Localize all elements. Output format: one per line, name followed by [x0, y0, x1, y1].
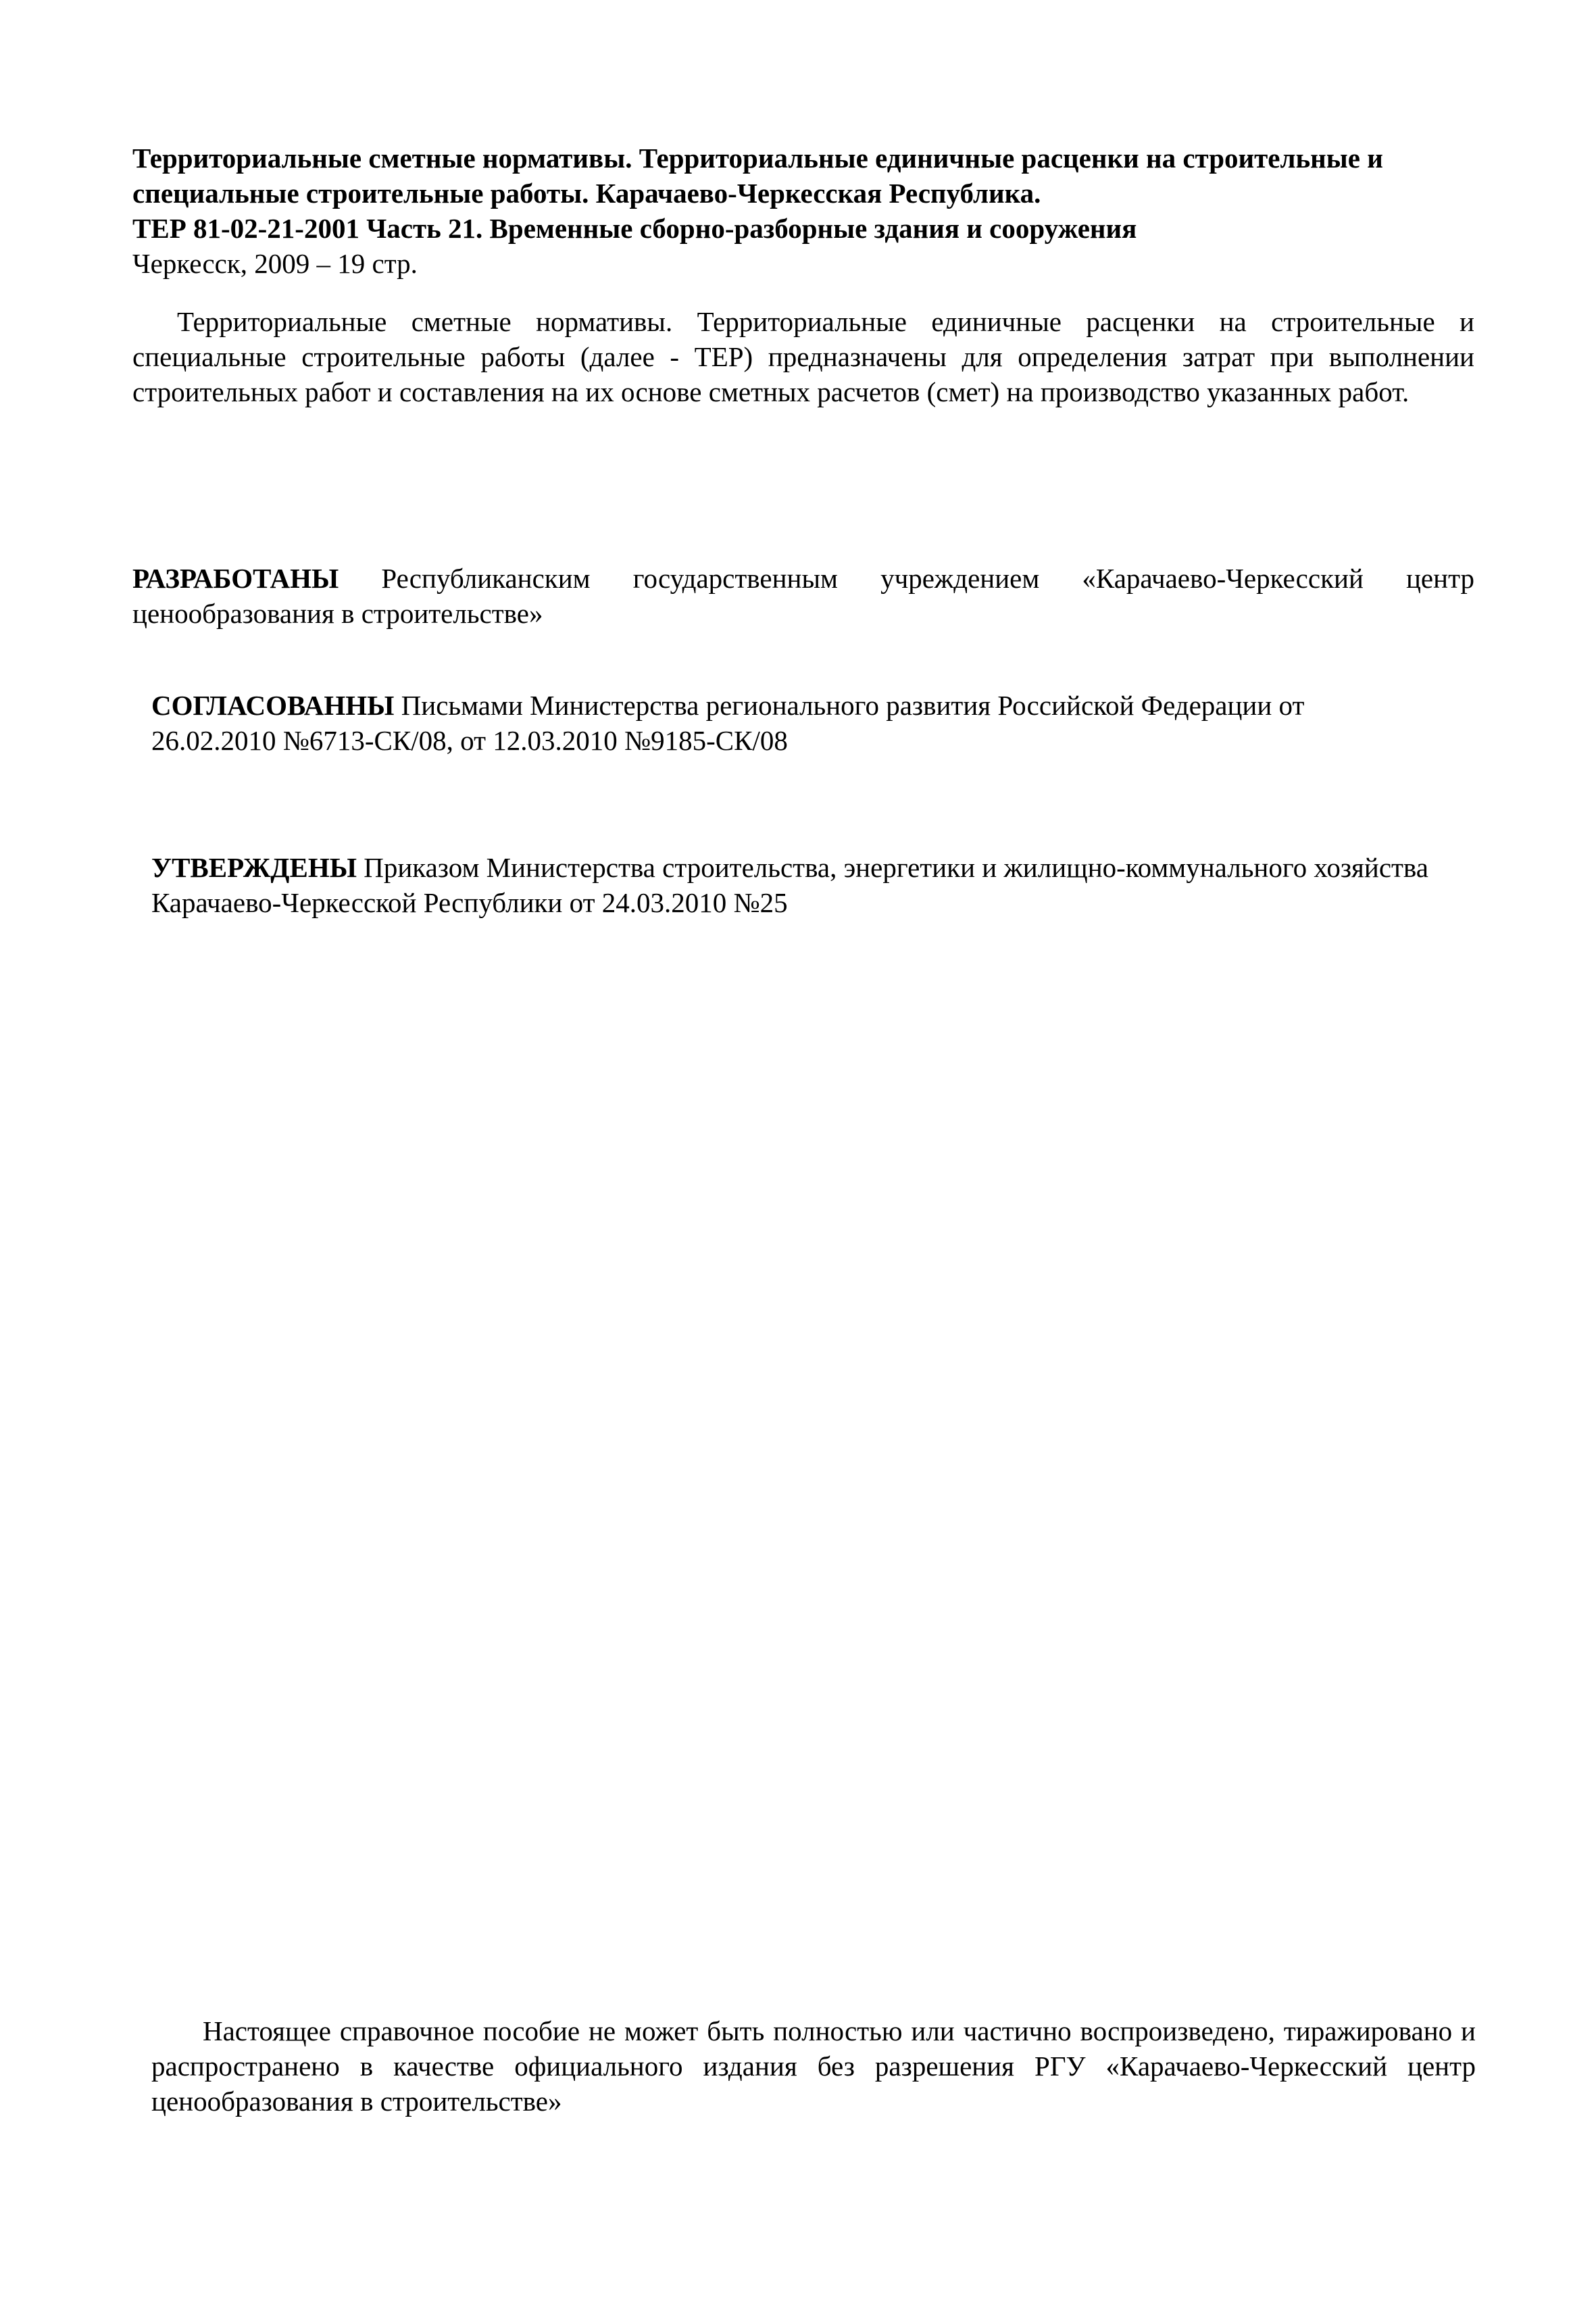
developed-text: Республиканским государственным учреждением «Карачаево-Черкесский центр ценообразования в строительстве» — [132, 563, 1474, 629]
agreed-text: Письмами Министерства регионального развития Российской Федерации от 26.02.2010 №6713-СК/08, от 12.03.2010 №9185-СК/08 — [151, 690, 1305, 756]
agreed-section — [151, 688, 1435, 758]
approved-section — [151, 850, 1476, 920]
header-title-line-2: специальные строительные работы. Карачаево-Черкесская Республика. — [132, 178, 1041, 209]
intro-paragraph: Территориальные сметные нормативы. Территориальные единичные расценки на строительные и специальные строительные работы (далее - ТЕР) предназначены для определения затрат при выполнении строительных работ и составления на их основе сметных расчетов (смет) на производство указанных работ. — [132, 306, 1474, 407]
copyright-notice: Настоящее справочное пособие не может быть полностью или частично воспроизведено, тиражировано и распространено в качестве официального издания без разрешения РГУ «Карачаево-Черкесский центр ценообразования в строительстве» — [151, 2015, 1476, 2117]
approved-lead: УТВЕРЖДЕНЫ — [151, 852, 357, 883]
header-publication-info: Черкесск, 2009 – 19 стр. — [132, 248, 418, 279]
header-title-line-3: ТЕР 81-02-21-2001 Часть 21. Временные сборно-разборные здания и сооружения — [132, 213, 1137, 244]
developed-lead: РАЗРАБОТАНЫ — [132, 563, 339, 594]
header-title-line-1: Территориальные сметные нормативы. Территориальные единичные расценки на строительные и — [132, 143, 1383, 174]
developed-section — [132, 561, 1474, 631]
approved-text: Приказом Министерства строительства, энергетики и жилищно-коммунального хозяйства Карачаево-Черкесской Республики от 24.03.2010 №25 — [151, 852, 1428, 918]
document-header — [132, 141, 1484, 281]
agreed-lead: СОГЛАСОВАННЫ — [151, 690, 395, 721]
